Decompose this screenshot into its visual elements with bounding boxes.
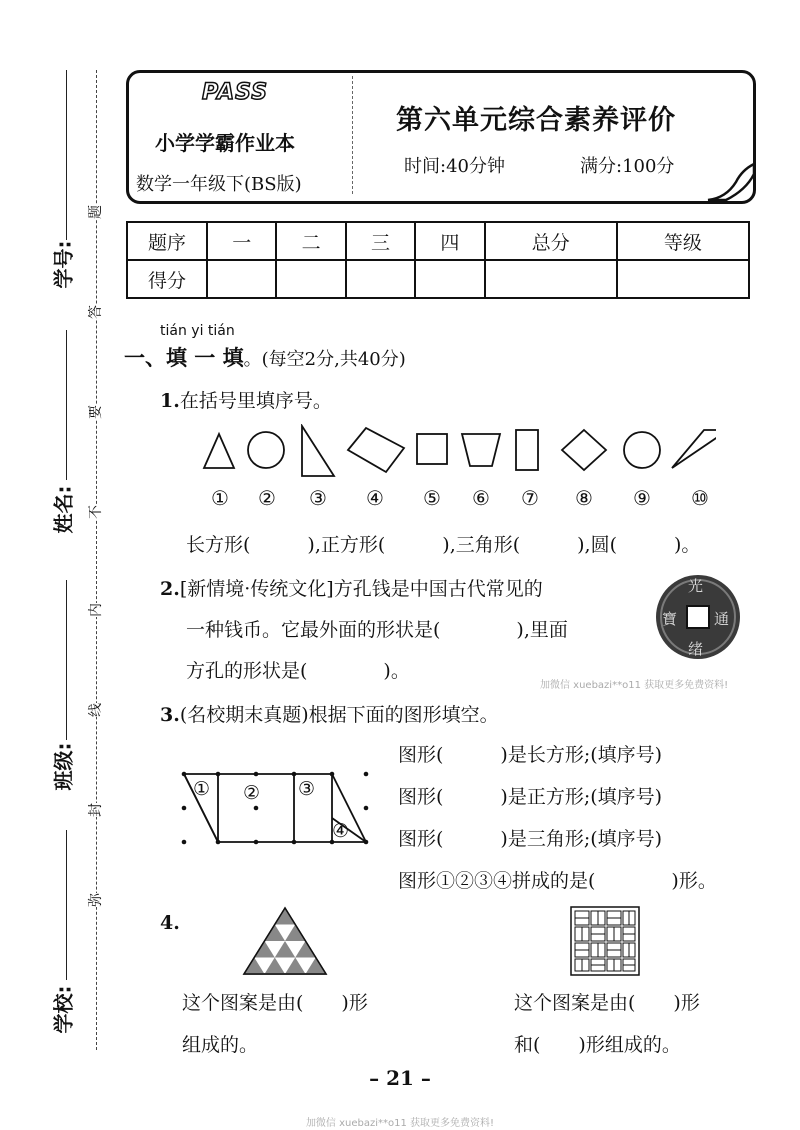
right-triangle-shape: [302, 426, 334, 476]
coin-char-right: 通: [714, 610, 730, 628]
rotated-rectangle-shape: [348, 428, 404, 472]
q3-line1[interactable]: 图形( )是长方形;(填序号): [398, 744, 663, 766]
school-line: [66, 830, 67, 980]
square-pattern: [570, 906, 640, 976]
score-input-cell[interactable]: [617, 260, 749, 298]
class-label: 班级:: [51, 742, 76, 791]
seal-char: 不: [83, 505, 107, 519]
score-header-cell: 总分: [485, 222, 617, 260]
brand-logo: PASS: [202, 80, 269, 105]
seal-char: 封: [83, 803, 107, 817]
q3-label: ④: [332, 820, 350, 842]
trapezoid-shape: [462, 434, 500, 466]
square-shape: [417, 434, 447, 464]
q1-label: ⑨: [633, 486, 651, 510]
q2-text: [新情境·传统文化]方孔钱是中国古代常见的: [179, 578, 543, 600]
obtuse-triangle-shape: [672, 430, 716, 468]
score-row-label: 得分: [127, 260, 207, 298]
q3-line2[interactable]: 图形( )是正方形;(填序号): [398, 786, 663, 808]
coin-char-left: 寶: [662, 610, 678, 628]
q1-label: ⑦: [521, 486, 539, 510]
q2-line2[interactable]: 一种钱币。它最外面的形状是( ),里面: [186, 619, 568, 641]
q1-label: ②: [258, 486, 276, 510]
seal-char: 弥: [83, 893, 107, 907]
score-input-cell[interactable]: [207, 260, 276, 298]
triangle-pattern: [242, 906, 328, 976]
coin-char-top: 光: [688, 577, 704, 595]
q1-number: 1.: [160, 390, 180, 412]
score-input-cell[interactable]: [415, 260, 484, 298]
seal-char: 题: [83, 205, 107, 219]
score-header-cell: 四: [415, 222, 484, 260]
full-marks: 满分:100分: [580, 156, 675, 177]
section-title-text: 一、填 一 填: [124, 346, 244, 370]
q4-right-line1[interactable]: 这个图案是由( )形: [514, 992, 700, 1014]
score-header-cell: 一: [207, 222, 276, 260]
q4-left-line2: 组成的。: [182, 1034, 259, 1056]
score-header-cell: 等级: [617, 222, 749, 260]
small-circle-shape: [624, 432, 660, 468]
q4-number: 4.: [160, 912, 180, 934]
series-title: 小学学霸作业本: [155, 131, 295, 155]
q2-line3[interactable]: 方孔的形状是( )。: [186, 660, 410, 682]
score-input-cell[interactable]: [485, 260, 617, 298]
id-line: [66, 70, 67, 240]
section-note: 。(每空2分,共40分): [243, 349, 406, 370]
seal-char: 线: [83, 703, 107, 717]
q1-label: ⑤: [423, 486, 441, 510]
triangle-shape: [204, 434, 234, 468]
book-title: 数学一年级下(BS版): [136, 174, 302, 195]
seal-char: 答: [83, 305, 107, 319]
diamond-shape: [562, 430, 606, 470]
q1-prompt: [160, 386, 332, 413]
q4-right-line2[interactable]: 和( )形组成的。: [514, 1034, 681, 1056]
name-label: 姓名:: [51, 485, 76, 534]
q3-number: 3.: [160, 704, 180, 726]
time-limit: 时间:40分钟: [404, 156, 505, 177]
rectangle-shape: [516, 430, 538, 470]
q2-number: 2.: [160, 578, 180, 600]
q1-text: 在括号里填序号。: [179, 390, 332, 412]
q4-left-line1[interactable]: 这个图案是由( )形: [182, 992, 368, 1014]
section-pinyin: tián yi tián: [160, 323, 235, 339]
watermark-mid: 加微信 xuebazi**o11 获取更多免费资料!: [540, 680, 729, 691]
q3-line3[interactable]: 图形( )是三角形;(填序号): [398, 828, 663, 850]
section-title: [124, 342, 406, 372]
coin-char-bottom: 绪: [688, 640, 704, 658]
q3-label: ②: [243, 782, 261, 804]
q1-label: ③: [309, 486, 327, 510]
score-input-cell[interactable]: [346, 260, 415, 298]
seal-char: 内: [83, 603, 107, 617]
q3-line4[interactable]: 图形①②③④拼成的是( )形。: [398, 870, 717, 892]
page-curl-icon: [706, 160, 758, 204]
q1-label: ④: [366, 486, 384, 510]
q2-line1: [160, 574, 543, 601]
watermark-bottom: 加微信 xuebazi**o11 获取更多免费资料!: [305, 1118, 495, 1129]
circle-shape: [248, 432, 284, 468]
q1-label: ⑩: [691, 486, 709, 510]
score-header-cell: 三: [346, 222, 415, 260]
q1-label: ⑧: [575, 486, 593, 510]
q1-label: ⑥: [472, 486, 490, 510]
q1-answer-line[interactable]: 长方形( ),正方形( ),三角形( ),圆( )。: [186, 534, 701, 556]
score-header-cell: 二: [276, 222, 345, 260]
class-line: [66, 580, 67, 740]
unit-title: 第六单元综合素养评价: [396, 105, 676, 136]
q1-label: ①: [211, 486, 229, 510]
page-number: – 21 –: [369, 1066, 431, 1090]
name-line: [66, 330, 67, 480]
score-header-cell: 题序: [127, 222, 207, 260]
seal-char: 要: [83, 405, 107, 419]
q3-label: ①: [193, 778, 211, 800]
score-table: [126, 221, 750, 299]
student-id-label: 学号:: [51, 240, 76, 289]
q3-label: ③: [298, 778, 316, 800]
school-label: 学校:: [51, 985, 76, 1034]
q1-shapes: [196, 424, 716, 480]
q3-prompt: [160, 700, 499, 727]
score-input-cell[interactable]: [276, 260, 345, 298]
q3-text: (名校期末真题)根据下面的图形填空。: [179, 704, 499, 726]
header-divider: [352, 76, 353, 194]
